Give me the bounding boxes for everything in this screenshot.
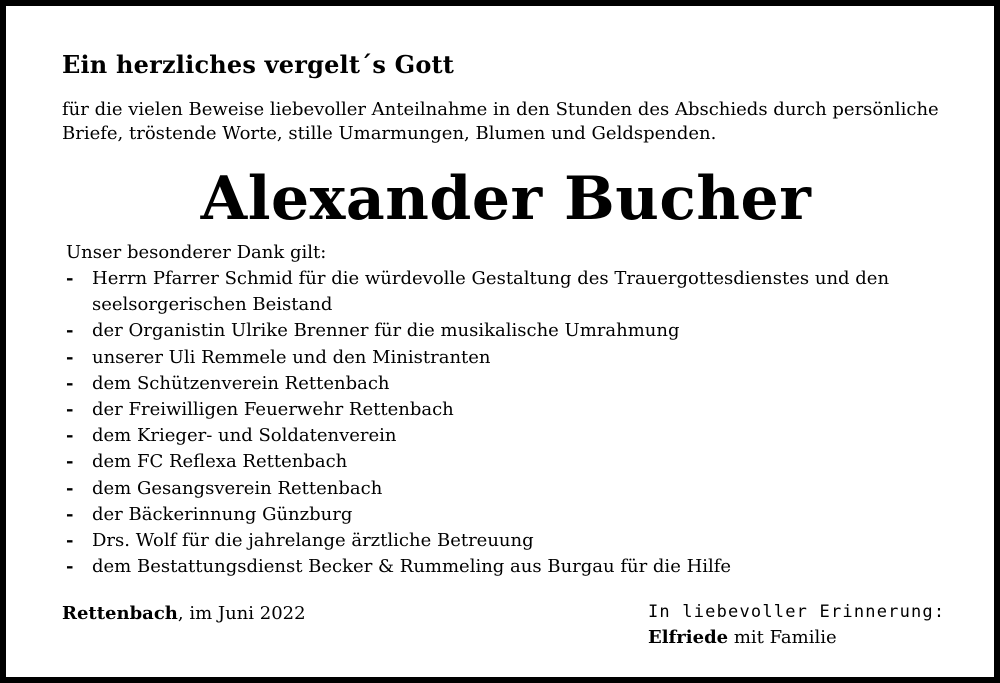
list-item-text: der Freiwilligen Feuerwehr Rettenbach bbox=[92, 399, 454, 421]
list-item bbox=[66, 449, 946, 475]
deceased-name: Alexander Bucher bbox=[200, 164, 812, 234]
list-item-text: dem Schützenverein Rettenbach bbox=[92, 372, 390, 394]
dash-bullet: - bbox=[66, 503, 74, 525]
list-item bbox=[66, 371, 946, 397]
list-item bbox=[66, 345, 946, 371]
list-item bbox=[66, 476, 946, 502]
list-item bbox=[66, 397, 946, 423]
list-item bbox=[66, 318, 946, 344]
place-name: Rettenbach bbox=[62, 603, 178, 624]
place-date bbox=[62, 602, 306, 626]
memory-line: In liebevoller Erinnerung: bbox=[648, 602, 946, 622]
dash-bullet: - bbox=[66, 530, 74, 552]
dash-bullet: - bbox=[66, 320, 74, 342]
list-item-text: dem FC Reflexa Rettenbach bbox=[92, 451, 348, 473]
list-item-text: der Organistin Ulrike Brenner für die musikalische Umrahmung bbox=[92, 320, 680, 342]
thanks-intro: Unser besonderer Dank gilt: bbox=[66, 242, 327, 263]
notice-heading: Ein herzliches vergelt´s Gott bbox=[62, 50, 455, 79]
list-item-text: Drs. Wolf für die jahrelange ärztliche Betreuung bbox=[92, 530, 534, 552]
dash-bullet: - bbox=[66, 399, 74, 421]
list-item-text: dem Bestattungsdienst Becker & Rummeling aus Burgau für die Hilfe bbox=[92, 556, 732, 578]
date-text: , im Juni 2022 bbox=[177, 603, 306, 624]
signer-suffix: mit Familie bbox=[728, 627, 837, 648]
dash-bullet: - bbox=[66, 372, 74, 394]
list-item bbox=[66, 266, 946, 318]
list-item bbox=[66, 502, 946, 528]
signer-name: Elfriede bbox=[648, 627, 729, 648]
dash-bullet: - bbox=[66, 477, 74, 499]
signature bbox=[648, 626, 837, 650]
dash-bullet: - bbox=[66, 346, 74, 368]
list-item-text: unserer Uli Remmele und den Ministranten bbox=[92, 346, 491, 368]
list-item-text: der Bäckerinnung Günzburg bbox=[92, 503, 353, 525]
dash-bullet: - bbox=[66, 425, 74, 447]
list-item bbox=[66, 423, 946, 449]
list-item bbox=[66, 528, 946, 554]
dash-bullet: - bbox=[66, 556, 74, 578]
dash-bullet: - bbox=[66, 268, 74, 289]
list-item-text: dem Krieger- und Soldatenverein bbox=[92, 425, 397, 447]
thanks-list bbox=[66, 266, 946, 580]
list-item bbox=[66, 554, 946, 580]
dash-bullet: - bbox=[66, 451, 74, 473]
list-item-text: Herrn Pfarrer Schmid für die würdevolle Gestaltung des Trauergottesdienstes und den seelsorgerischen Beistand bbox=[92, 268, 890, 316]
list-item-text: dem Gesangsverein Rettenbach bbox=[92, 477, 383, 499]
intro-text: für die vielen Beweise liebevoller Anteilnahme in den Stunden des Abschieds durch persönliche Briefe, tröstende Worte, stille Umarmungen, Blumen und Geldspenden. bbox=[62, 99, 939, 144]
